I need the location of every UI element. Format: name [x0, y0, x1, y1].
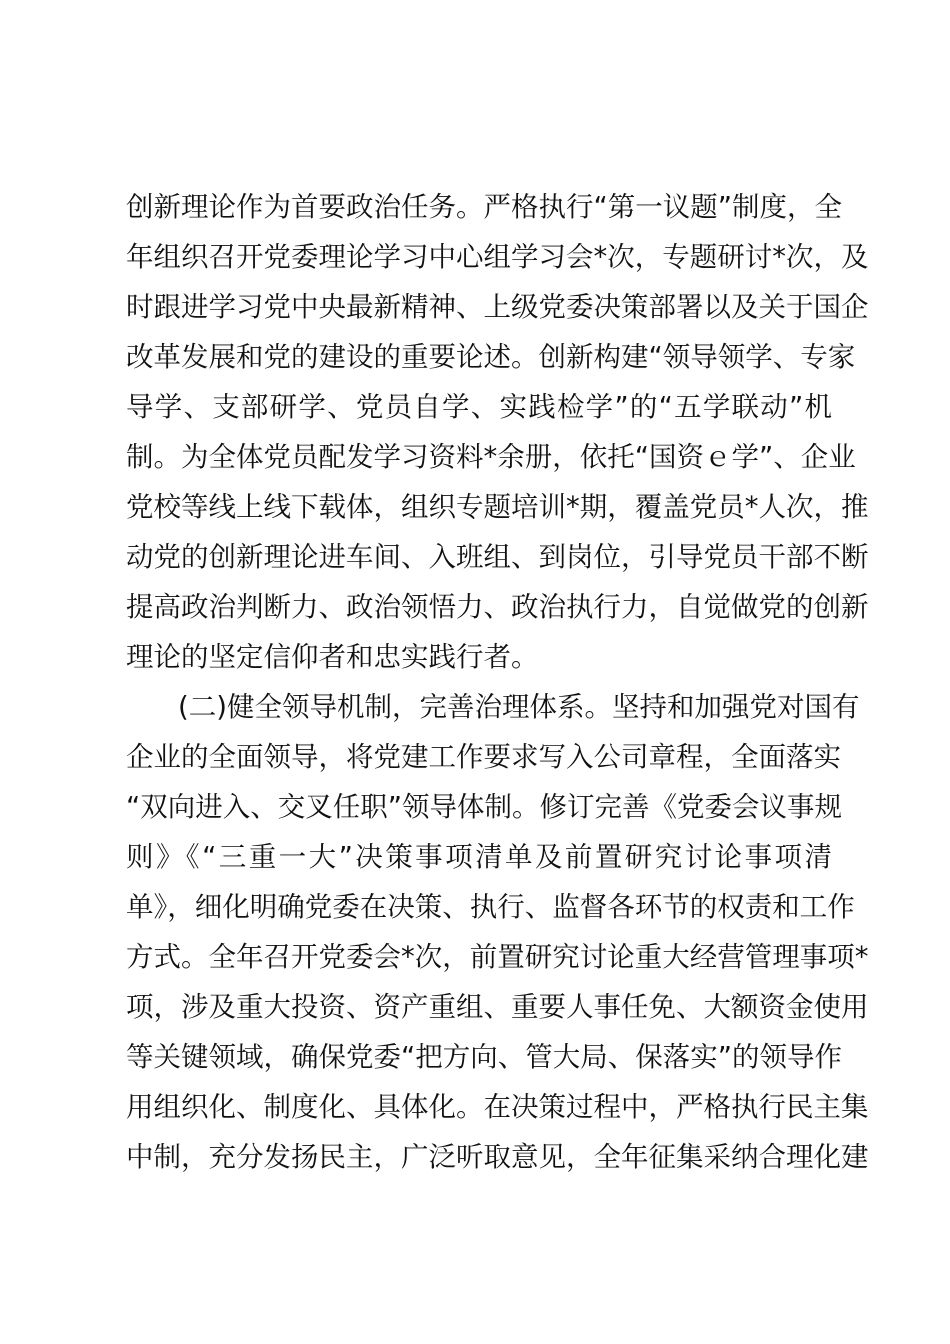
text-line: 年组织召开党委理论学习中心组学习会*次，专题研讨*次，及 — [126, 241, 869, 273]
document-body — [126, 182, 869, 1182]
text-line: “双向进入、交叉任职”领导体制。修订完善《党委会议事规 — [126, 791, 842, 823]
paragraph-leadership-mechanism — [126, 682, 869, 1182]
text-line: 用组织化、制度化、具体化。在决策过程中，严格执行民主集 — [126, 1091, 869, 1123]
text-line: 理论的坚定信仰者和忠实践行者。 — [126, 641, 539, 673]
text-line: 党校等线上线下载体，组织专题培训*期，覆盖党员*人次，推 — [126, 491, 869, 523]
text-line: 时跟进学习党中央最新精神、上级党委决策部署以及关于国企 — [126, 291, 869, 323]
text-line: 企业的全面领导，将党建工作要求写入公司章程，全面落实 — [126, 741, 841, 773]
text-line: 单》，细化明确党委在决策、执行、监督各环节的权责和工作 — [126, 891, 855, 923]
text-line: 项，涉及重大投资、资产重组、重要人事任免、大额资金使用 — [126, 991, 869, 1023]
text-line: 中制，充分发扬民主，广泛听取意见，全年征集采纳合理化建 — [126, 1141, 869, 1173]
paragraph-theory-study — [126, 182, 869, 682]
text-line: 等关键领域，确保党委“把方向、管大局、保落实”的领导作 — [126, 1041, 842, 1073]
text-line: 导学、支部研学、党员自学、实践检学”的“五学联动”机 — [126, 391, 832, 423]
section-heading-line: (二)健全领导机制，完善治理体系。坚持和加强党对国有 — [178, 691, 860, 723]
text-line: 制。为全体党员配发学习资料*余册，依托“国资ｅ学”、企业 — [126, 441, 856, 473]
text-line: 方式。全年召开党委会*次，前置研究讨论重大经营管理事项* — [126, 941, 869, 973]
text-line: 则》《“三重一大”决策事项清单及前置研究讨论事项清 — [126, 841, 832, 873]
text-line: 改革发展和党的建设的重要论述。创新构建“领导领学、专家 — [126, 341, 856, 373]
text-line: 提高政治判断力、政治领悟力、政治执行力，自觉做党的创新 — [126, 591, 869, 623]
text-line: 动党的创新理论进车间、入班组、到岗位，引导党员干部不断 — [126, 541, 869, 573]
text-line: 创新理论作为首要政治任务。严格执行“第一议题”制度，全 — [126, 191, 842, 223]
